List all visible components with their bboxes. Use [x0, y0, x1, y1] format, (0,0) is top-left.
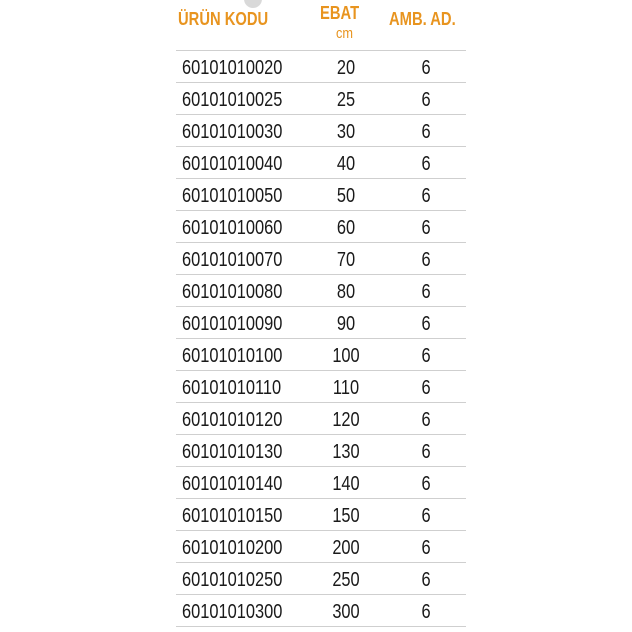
- cell-product-code: 60101010120: [182, 409, 283, 431]
- table-row: [176, 339, 466, 371]
- table-row: [176, 115, 466, 147]
- cell-size: 120: [332, 409, 360, 431]
- cell-size: 200: [332, 537, 360, 559]
- cell-size: 130: [332, 441, 360, 463]
- cell-size: 20: [336, 57, 356, 79]
- cell-product-code: 60101010150: [182, 505, 283, 527]
- cell-package-qty: 6: [421, 57, 431, 79]
- cell-size: 70: [336, 249, 356, 271]
- cell-product-code: 60101010130: [182, 441, 283, 463]
- cell-package-qty: 6: [421, 313, 431, 335]
- cell-package-qty: 6: [421, 121, 431, 143]
- cell-package-qty: 6: [421, 345, 431, 367]
- cell-package-qty: 6: [421, 281, 431, 303]
- cell-product-code: 60101010090: [182, 313, 283, 335]
- cell-product-code: 60101010070: [182, 249, 283, 271]
- table-row: [176, 307, 466, 339]
- table-row: [176, 83, 466, 115]
- cell-product-code: 60101010110: [182, 377, 282, 399]
- cell-package-qty: 6: [421, 505, 431, 527]
- cell-package-qty: 6: [421, 537, 431, 559]
- table-row: [176, 179, 466, 211]
- cell-package-qty: 6: [421, 185, 431, 207]
- table-row: [176, 467, 466, 499]
- cell-size: 30: [336, 121, 356, 143]
- cell-product-code: 60101010040: [182, 153, 283, 175]
- cell-size: 100: [332, 345, 360, 367]
- cell-package-qty: 6: [421, 89, 431, 111]
- cell-product-code: 60101010100: [182, 345, 283, 367]
- cell-size: 90: [336, 313, 356, 335]
- cell-product-code: 60101010025: [182, 89, 283, 111]
- header-size-unit: cm: [336, 25, 353, 42]
- cell-product-code: 60101010300: [182, 601, 283, 623]
- header-size: EBAT: [320, 3, 360, 23]
- cell-package-qty: 6: [421, 569, 431, 591]
- table-row: [176, 499, 466, 531]
- cell-package-qty: 6: [421, 601, 431, 623]
- cell-size: 140: [332, 473, 360, 495]
- cell-size: 40: [336, 153, 356, 175]
- cell-package-qty: 6: [421, 249, 431, 271]
- table-row: [176, 211, 466, 243]
- cell-package-qty: 6: [421, 473, 431, 495]
- table-row: [176, 371, 466, 403]
- table-row: [176, 595, 466, 627]
- cell-size: 60: [336, 217, 356, 239]
- table-row: [176, 563, 466, 595]
- cell-package-qty: 6: [421, 409, 431, 431]
- cell-size: 300: [332, 601, 360, 623]
- cell-product-code: 60101010030: [182, 121, 283, 143]
- cell-size: 150: [332, 505, 360, 527]
- table-row: [176, 243, 466, 275]
- cell-package-qty: 6: [421, 441, 431, 463]
- table-row: [176, 147, 466, 179]
- product-table: [176, 0, 466, 627]
- cell-package-qty: 6: [421, 153, 431, 175]
- cell-product-code: 60101010060: [182, 217, 283, 239]
- cell-product-code: 60101010020: [182, 57, 283, 79]
- cell-size: 250: [332, 569, 360, 591]
- cell-size: 80: [336, 281, 356, 303]
- table-row: [176, 403, 466, 435]
- cell-product-code: 60101010050: [182, 185, 283, 207]
- cell-package-qty: 6: [421, 217, 431, 239]
- cell-product-code: 60101010140: [182, 473, 283, 495]
- table-row: [176, 531, 466, 563]
- table-row: [176, 51, 466, 83]
- table-header: [176, 0, 466, 51]
- header-package-qty: AMB. AD.: [389, 9, 456, 29]
- table-row: [176, 275, 466, 307]
- cell-size: 50: [336, 185, 356, 207]
- table-body: [176, 51, 466, 627]
- header-product-code: ÜRÜN KODU: [178, 9, 269, 29]
- cell-product-code: 60101010200: [182, 537, 283, 559]
- cell-size: 110: [332, 377, 360, 399]
- cell-product-code: 60101010250: [182, 569, 283, 591]
- table-row: [176, 435, 466, 467]
- cell-product-code: 60101010080: [182, 281, 283, 303]
- cell-size: 25: [336, 89, 356, 111]
- cell-package-qty: 6: [421, 377, 431, 399]
